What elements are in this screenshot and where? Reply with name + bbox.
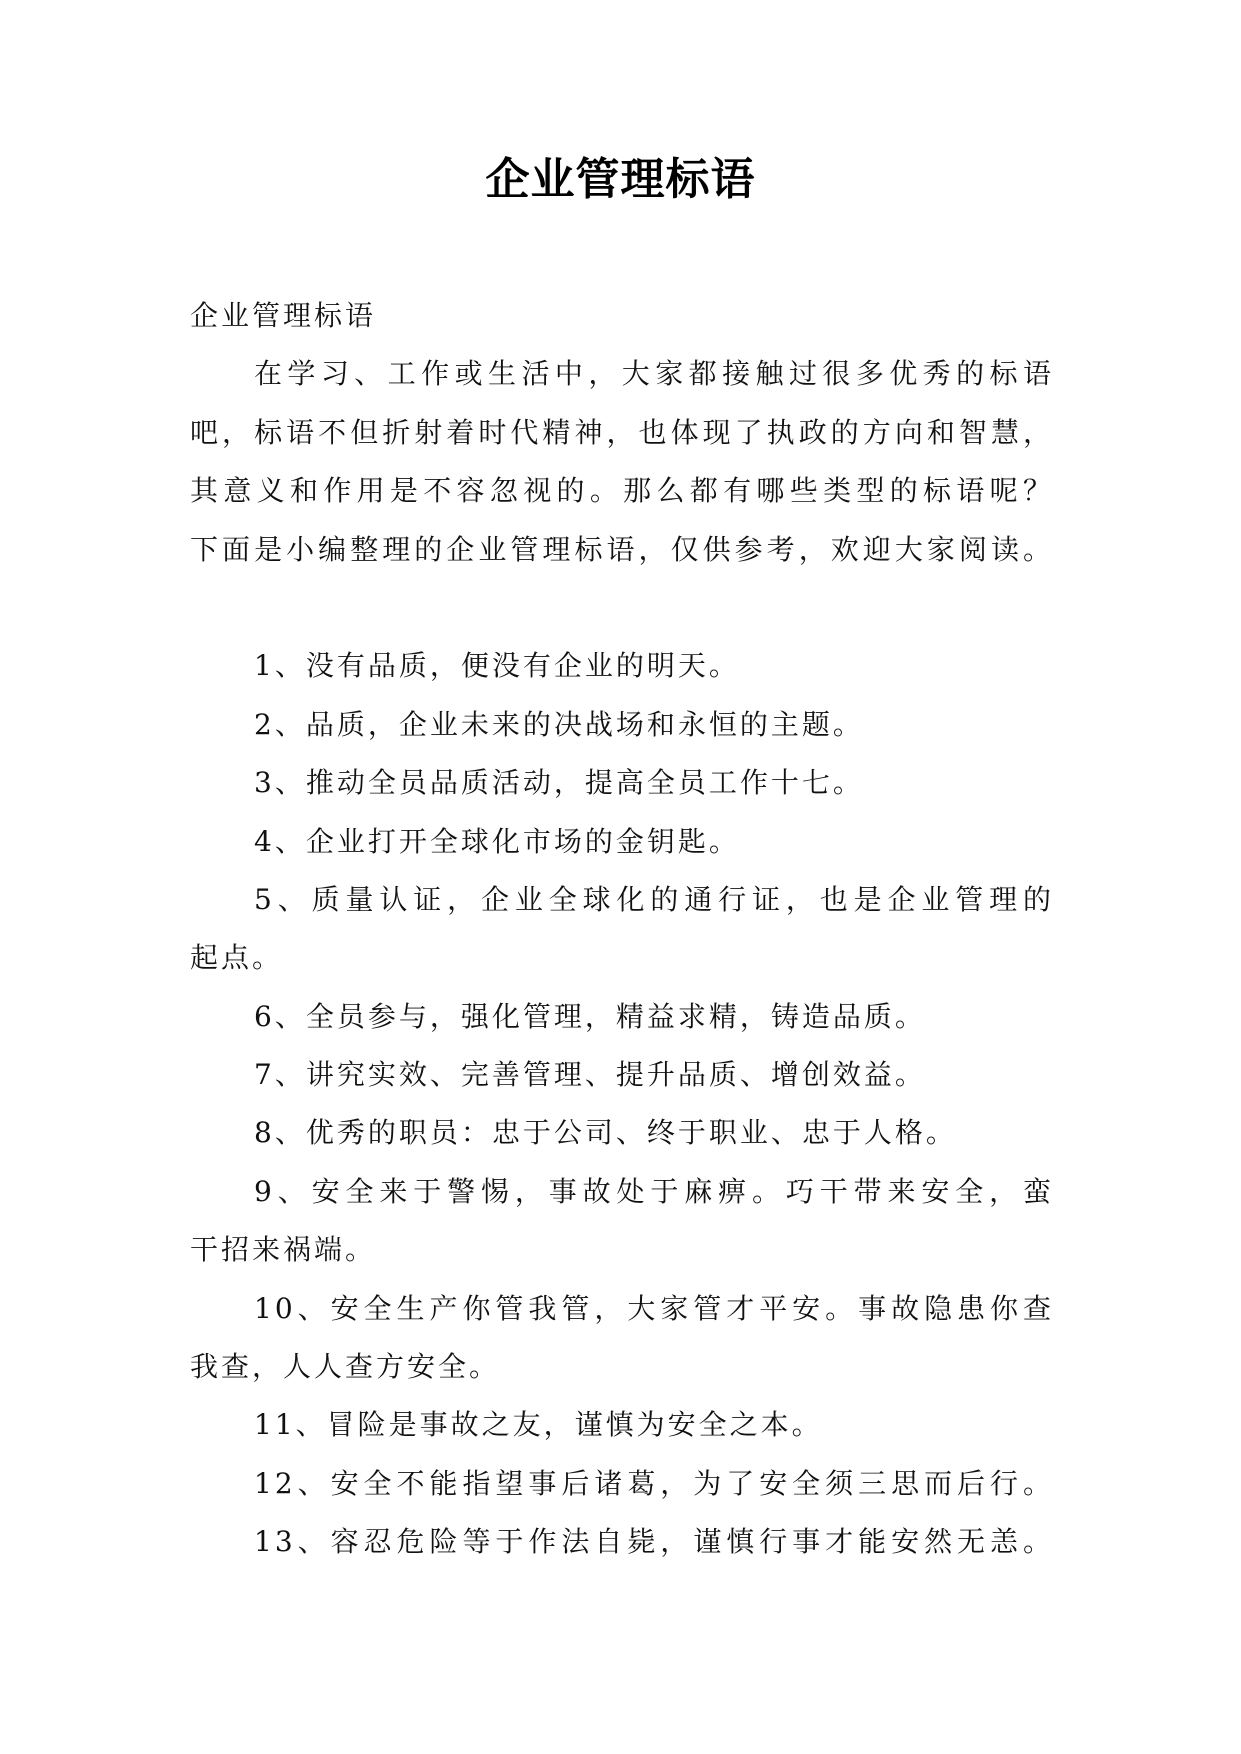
document-title: 企业管理标语 bbox=[485, 154, 756, 205]
slogan-item bbox=[190, 1046, 1054, 1104]
slogan-line: 3、推动全员品质活动，提高全员工作十七。 bbox=[254, 766, 864, 800]
slogan-item bbox=[190, 813, 1054, 871]
slogan-line: 12、安全不能指望事后诸葛，为了安全须三思而后行。 bbox=[254, 1466, 1054, 1500]
slogan-item bbox=[190, 1104, 1054, 1162]
section-heading: 企业管理标语 bbox=[190, 299, 377, 332]
slogan-line: 干招来祸端。 bbox=[190, 1233, 377, 1267]
slogan-item bbox=[190, 637, 1054, 695]
slogan-line: 5、质量认证，企业全球化的通行证，也是企业管理的 bbox=[254, 882, 1054, 916]
slogan-item bbox=[190, 696, 1054, 754]
intro-line: 在学习、工作或生活中，大家都接触过很多优秀的标语 bbox=[254, 357, 1054, 391]
slogan-line: 8、优秀的职员：忠于公司、终于职业、忠于人格。 bbox=[254, 1116, 957, 1150]
intro-line: 下面是小编整理的企业管理标语，仅供参考，欢迎大家阅读。 bbox=[190, 532, 1054, 566]
slogan-line: 我查，人人查方安全。 bbox=[190, 1350, 501, 1384]
slogan-item bbox=[190, 871, 1054, 988]
slogan-line: 11、冒险是事故之友，谨慎为安全之本。 bbox=[254, 1408, 823, 1442]
intro-paragraph bbox=[190, 345, 1054, 579]
slogan-line: 6、全员参与，强化管理，精益求精，铸造品质。 bbox=[254, 999, 926, 1033]
slogan-list bbox=[190, 637, 1054, 1571]
blank-line bbox=[190, 579, 1054, 637]
slogan-line: 起点。 bbox=[190, 941, 284, 975]
slogan-item bbox=[190, 1280, 1054, 1397]
slogan-item bbox=[190, 1455, 1054, 1513]
slogan-item bbox=[190, 1396, 1054, 1454]
slogan-line: 4、企业打开全球化市场的金钥匙。 bbox=[254, 824, 740, 858]
slogan-line: 13、容忍危险等于作法自毙，谨慎行事才能安然无恙。 bbox=[254, 1525, 1054, 1559]
slogan-line: 1、没有品质，便没有企业的明天。 bbox=[254, 649, 740, 683]
intro-line: 吧，标语不但折射着时代精神，也体现了执政的方向和智慧， bbox=[190, 415, 1054, 449]
intro-line: 其意义和作用是不容忽视的。那么都有哪些类型的标语呢？ bbox=[190, 474, 1054, 508]
slogan-line: 2、品质，企业未来的决战场和永恒的主题。 bbox=[254, 707, 864, 741]
slogan-line: 7、讲究实效、完善管理、提升品质、增创效益。 bbox=[254, 1058, 926, 1092]
slogan-item bbox=[190, 754, 1054, 812]
slogan-item bbox=[190, 988, 1054, 1046]
document-body bbox=[190, 287, 1054, 1572]
slogan-item bbox=[190, 1513, 1054, 1571]
slogan-line: 9、安全来于警惕，事故处于麻痹。巧干带来安全，蛮 bbox=[254, 1174, 1054, 1208]
slogan-item bbox=[190, 1163, 1054, 1280]
slogan-line: 10、安全生产你管我管，大家管才平安。事故隐患你查 bbox=[254, 1291, 1054, 1325]
